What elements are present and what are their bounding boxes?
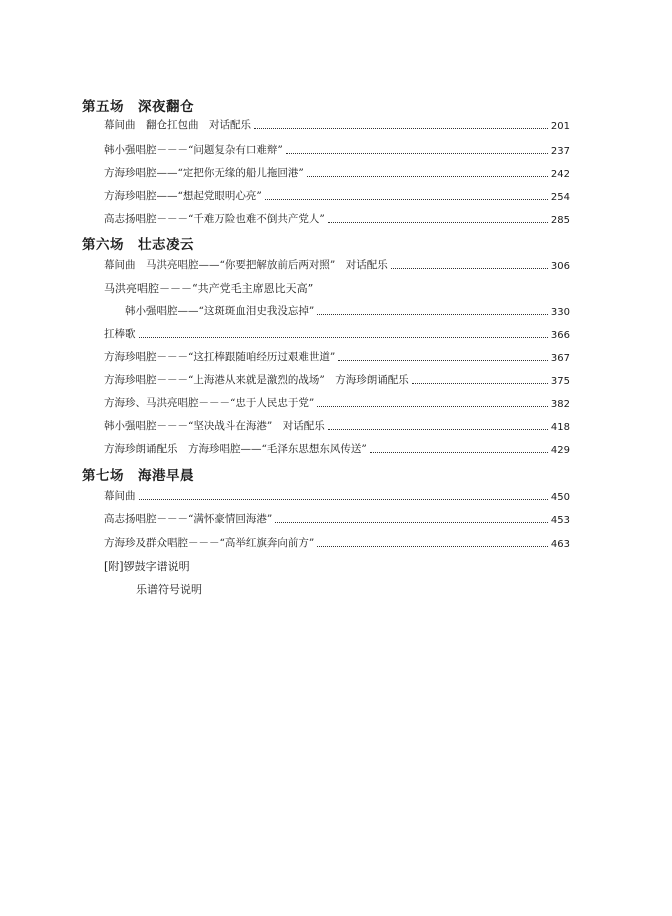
- toc-entry: [104, 371, 570, 387]
- entry-text: 高志扬唱腔－－－“满怀豪情回海港”: [104, 513, 273, 525]
- entry-page: 237: [550, 146, 570, 157]
- entry-text: 韩小强唱腔－－－“问题复杂有口难辩”: [104, 144, 283, 156]
- toc-entry: [104, 116, 570, 132]
- entry-page: 450: [550, 492, 570, 503]
- toc-entry: [104, 440, 570, 456]
- appendix-music-symbols: 乐谱符号说明: [136, 583, 202, 596]
- entry-text: 方海珍唱腔－－－“这扛棒跟随咱经历过艰难世道”: [104, 351, 336, 363]
- entry-text: 方海珍朗诵配乐 方海珍唱腔——“毛泽东思想东风传送”: [104, 443, 367, 455]
- section-title-7: 第七场 海港早晨: [82, 468, 194, 484]
- entry-text: 马洪亮唱腔－－－“共产党毛主席恩比天高”: [104, 282, 314, 295]
- entry-page: 463: [550, 539, 570, 550]
- leader-dots: [275, 522, 548, 523]
- leader-dots: [317, 406, 548, 407]
- entry-text: 方海珍唱腔——“定把你无缘的船儿拖回港”: [104, 167, 304, 179]
- entry-page: 306: [550, 261, 570, 272]
- entry-page: 366: [550, 330, 570, 341]
- leader-dots: [370, 452, 548, 453]
- toc-entry: [104, 187, 570, 203]
- entry-page: 382: [550, 399, 570, 410]
- toc-entry: [104, 534, 570, 550]
- toc-entry: [104, 348, 570, 364]
- leader-dots: [317, 314, 548, 315]
- leader-dots: [265, 199, 548, 200]
- leader-dots: [254, 128, 548, 129]
- toc-entry: [125, 302, 570, 318]
- toc-entry: [104, 210, 570, 226]
- entry-page: 367: [550, 353, 570, 364]
- entry-text: 幕间曲 翻仓扛包曲 对话配乐: [104, 119, 251, 131]
- leader-dots: [139, 499, 548, 500]
- entry-text: 韩小强唱腔——“这斑斑血泪史我没忘掉”: [125, 305, 315, 317]
- entry-page: 201: [550, 121, 570, 132]
- toc-entry: [104, 325, 570, 341]
- entry-page: 453: [550, 515, 570, 526]
- entry-text: 幕间曲: [104, 490, 136, 502]
- entry-text: 高志扬唱腔－－－“千难万险也难不倒共产党人”: [104, 213, 325, 225]
- entry-text: 扛棒歌: [104, 328, 136, 340]
- leader-dots: [338, 360, 548, 361]
- leader-dots: [286, 153, 548, 154]
- entry-page: 285: [550, 215, 570, 226]
- toc-entry: [104, 256, 570, 272]
- entry-text: 幕间曲 马洪亮唱腔——“你要把解放前后两对照” 对话配乐: [104, 259, 388, 271]
- entry-text: 方海珍唱腔——“想起党眼明心亮”: [104, 190, 262, 202]
- appendix-gong-drum-notation: [附]锣鼓字谱说明: [104, 560, 190, 573]
- section-title-5: 第五场 深夜翻仓: [82, 99, 194, 115]
- entry-text: 方海珍、马洪亮唱腔－－－“忠于人民忠于党”: [104, 397, 315, 409]
- leader-dots: [139, 337, 548, 338]
- leader-dots: [307, 176, 548, 177]
- toc-entry: [104, 394, 570, 410]
- entry-page: 429: [550, 445, 570, 456]
- entry-page: 418: [550, 422, 570, 433]
- entry-page: 375: [550, 376, 570, 387]
- toc-entry: [104, 510, 570, 526]
- leader-dots: [412, 383, 548, 384]
- entry-text: 方海珍唱腔－－－“上海港从来就是激烈的战场” 方海珍朗诵配乐: [104, 374, 409, 386]
- leader-dots: [317, 546, 548, 547]
- leader-dots: [391, 268, 548, 269]
- section-title-6: 第六场 壮志凌云: [82, 237, 194, 253]
- toc-entry: [104, 164, 570, 180]
- entry-page: 330: [550, 307, 570, 318]
- toc-entry: [104, 487, 570, 503]
- toc-entry: [104, 417, 570, 433]
- entry-text: 方海珍及群众唱腔－－－“高举红旗奔向前方”: [104, 537, 315, 549]
- leader-dots: [328, 222, 548, 223]
- entry-page: 242: [550, 169, 570, 180]
- entry-page: 254: [550, 192, 570, 203]
- leader-dots: [328, 429, 548, 430]
- toc-entry: [104, 141, 570, 157]
- entry-text: 韩小强唱腔－－－“坚决战斗在海港” 对话配乐: [104, 420, 325, 432]
